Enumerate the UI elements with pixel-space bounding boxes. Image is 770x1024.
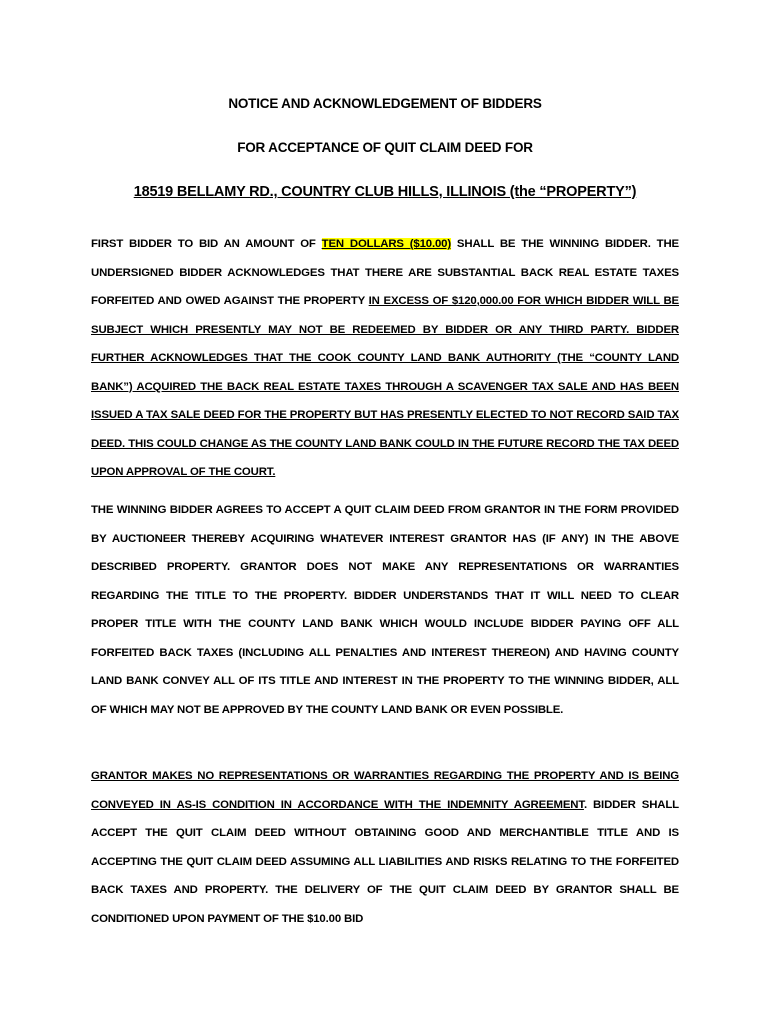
underlined-as-is-notice: GRANTOR MAKES NO REPRESENTATIONS OR WARRANTIES REGARDING THE PROPERTY AND IS BEING CONVEYED IN AS-IS CONDITION IN ACCORDANCE WITH THE INDEMNITY AGREEMENT (91, 770, 679, 811)
paragraph-winning-bid (91, 230, 679, 487)
underlined-tax-notice: IN EXCESS OF $120,000.00 FOR WHICH BIDDER WILL BE SUBJECT WHICH PRESENTLY MAY NOT BE REDEEMED BY BIDDER OR ANY THIRD PARTY. BIDDER FURTHER ACKNOWLEDGES THAT THE COOK COUNTY LAND BANK AUTHORITY (THE “COUNTY LAND BANK”) ACQUIRED THE BACK REAL ESTATE TAXES THROUGH A SCAVENGER TAX SALE AND HAS BEEN ISSUED A TAX SALE DEED FOR THE PROPERTY BUT HAS PRESENTLY ELECTED TO NOT RECORD SAID TAX DEED. THIS COULD CHANGE AS THE COUNTY LAND BANK COULD IN THE FUTURE RECORD THE TAX DEED UPON APPROVAL OF THE COURT. (91, 295, 679, 478)
paragraph-text: THE WINNING BIDDER AGREES TO ACCEPT A QUIT CLAIM DEED FROM GRANTOR IN THE FORM PROVIDED BY AUCTIONEER THEREBY ACQUIRING WHATEVER INTEREST GRANTOR HAS (IF ANY) IN THE ABOVE DESCRIBED PROPERTY. GRANTOR DOES NOT MAKE ANY REPRESENTATIONS OR WARRANTIES REGARDING THE TITLE TO THE PROPERTY. BIDDER UNDERSTANDS THAT IT WILL NEED TO CLEAR PROPER TITLE WITH THE COUNTY LAND BANK WHICH WOULD INCLUDE BIDDER PAYING OFF ALL FORFEITED BACK TAXES (INCLUDING ALL PENALTIES AND INTEREST THEREON) AND HAVING COUNTY LAND BANK CONVEY ALL OF ITS TITLE AND INTEREST IN THE PROPERTY TO THE WINNING BIDDER, ALL OF WHICH MAY NOT BE APPROVED BY THE COUNTY LAND BANK OR EVEN POSSIBLE. (91, 504, 679, 716)
document-title: NOTICE AND ACKNOWLEDGEMENT OF BIDDERS (228, 96, 542, 111)
document-subtitle: FOR ACCEPTANCE OF QUIT CLAIM DEED FOR (237, 140, 533, 155)
paragraph-text: FIRST BIDDER TO BID AN AMOUNT OF (91, 238, 322, 250)
property-address-heading: 18519 BELLAMY RD., COUNTRY CLUB HILLS, ILLINOIS (the “PROPERTY”) (133, 184, 637, 200)
paragraph-text: . BIDDER SHALL ACCEPT THE QUIT CLAIM DEED WITHOUT OBTAINING GOOD AND MERCHANTIBLE TITLE AND IS ACCEPTING THE QUIT CLAIM DEED ASSUMING ALL LIABILITIES AND RISKS RELATING TO THE FORFEITED BACK TAXES AND PROPERTY. THE DELIVERY OF THE QUIT CLAIM DEED BY GRANTOR SHALL BE CONDITIONED UPON PAYMENT OF THE $10.00 BID (91, 798, 679, 925)
paragraph-no-warranties (91, 762, 679, 933)
highlighted-bid-amount: TEN DOLLARS ($10.00) (321, 238, 452, 250)
paragraph-quit-claim-deed (91, 496, 679, 724)
paragraph-text: SHALL BE THE WINNING BIDDER. THE UNDERSIGNED BIDDER ACKNOWLEDGES THAT THERE ARE SUBSTANTIAL BACK REAL ESTATE TAXES FORFEITED AND OWED AGAINST THE PROPERTY (91, 238, 679, 307)
